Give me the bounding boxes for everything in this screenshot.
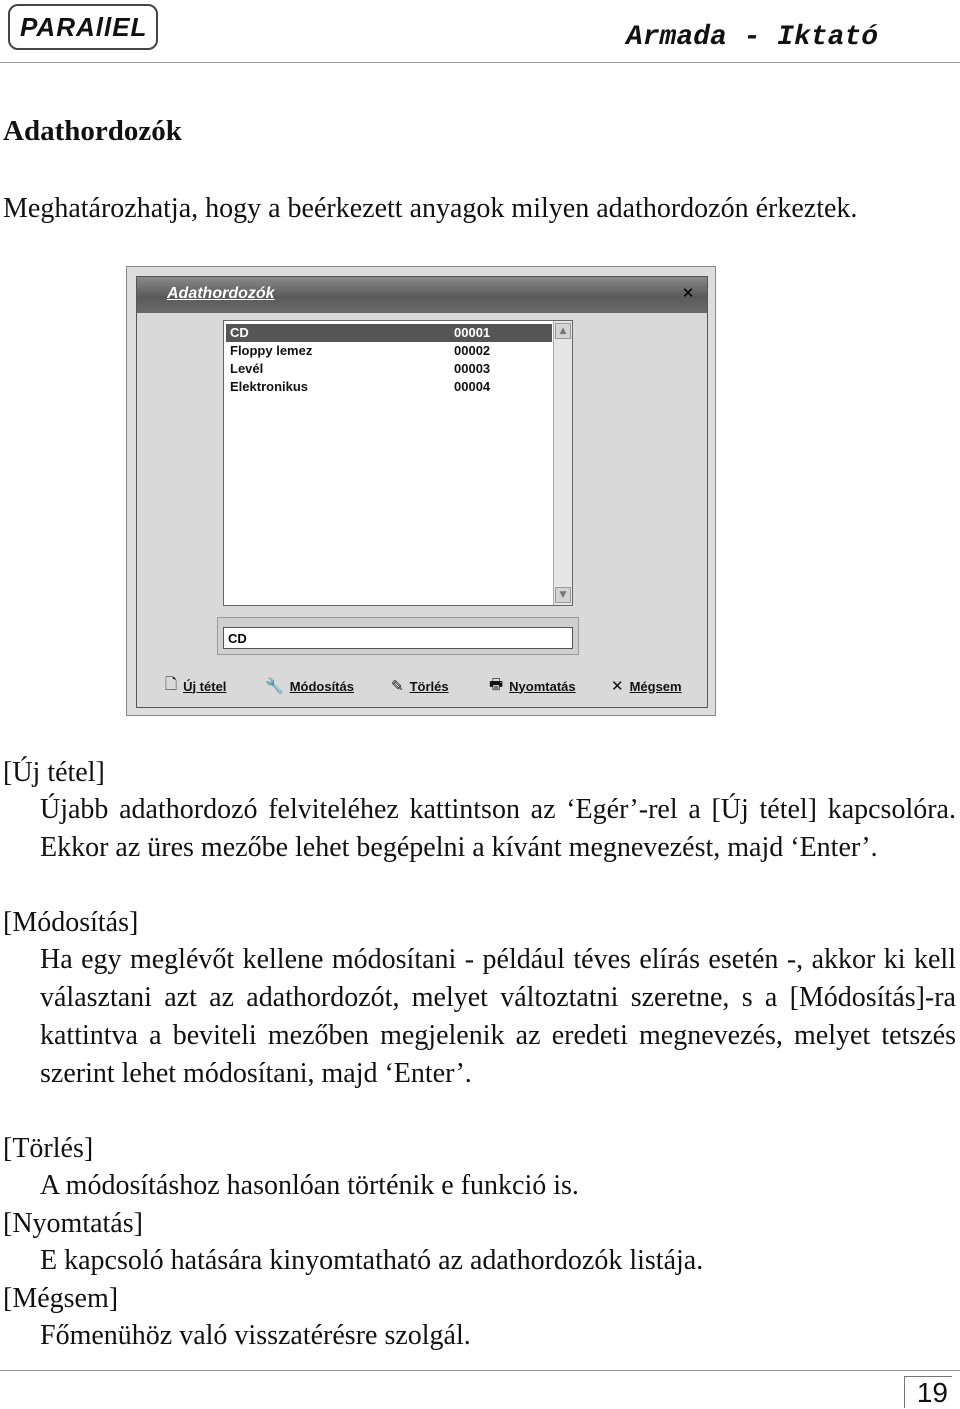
desc-delete: A módosításhoz hasonlóan történik e funkció is. <box>40 1170 579 1201</box>
dialog-titlebar <box>137 277 707 313</box>
heading-delete: [Törlés] <box>3 1133 94 1164</box>
scroll-down-icon[interactable]: ▼ <box>555 587 571 603</box>
delete-button[interactable] <box>391 675 449 697</box>
list-item-name: Floppy lemez <box>230 343 313 358</box>
dialog-toolbar <box>137 675 707 699</box>
desc-cancel: Főmenühöz való visszatérésre szolgál. <box>40 1320 471 1351</box>
header-divider <box>0 62 960 63</box>
print-button[interactable] <box>489 675 576 697</box>
logo-text: PARAllEL <box>20 12 148 42</box>
cancel-x-icon: ✕ <box>611 677 624 695</box>
list-item-name: Levél <box>230 361 264 376</box>
parallel-logo <box>8 4 158 50</box>
desc-new-item: Újabb adathordozó felviteléhez kattintson az ‘Egér’-rel a [Új tétel] kapcsolóra. Ekkor az üres mezőbe lehet begépelni a kívánt megnevezést, majd ‘Enter’. <box>40 794 956 863</box>
page-number: 19 <box>904 1376 952 1408</box>
scroll-up-icon[interactable]: ▲ <box>555 323 571 339</box>
erase-icon: ✎ <box>391 677 404 695</box>
wrench-icon: 🔧 <box>265 677 284 695</box>
list-item-name: CD <box>230 325 249 340</box>
modify-button[interactable] <box>265 675 354 697</box>
list-item[interactable] <box>226 360 552 378</box>
list-item-code: 00003 <box>454 361 491 376</box>
button-label: Módosítás <box>289 678 354 694</box>
button-label: Mégsem <box>629 678 682 694</box>
list-item-code: 00004 <box>454 379 491 394</box>
list-item-name: Elektronikus <box>230 379 309 394</box>
vertical-scrollbar[interactable] <box>553 321 572 605</box>
button-label: Nyomtatás <box>509 678 576 694</box>
new-document-icon: 🗋 <box>165 674 178 693</box>
heading-modify: [Módosítás] <box>3 907 139 938</box>
adathordozok-dialog <box>136 276 708 708</box>
list-item[interactable] <box>226 324 552 342</box>
printer-icon: 🖶 <box>489 674 504 693</box>
list-item-code: 00002 <box>454 343 491 358</box>
close-icon[interactable]: ✕ <box>681 284 695 302</box>
section-title: Adathordozók <box>3 115 182 147</box>
list-item-code: 00001 <box>454 325 491 340</box>
intro-paragraph: Meghatározhatja, hogy a beérkezett anyagok milyen adathordozón érkeztek. <box>3 193 858 224</box>
list-item[interactable] <box>226 342 552 360</box>
button-label: Törlés <box>409 678 449 694</box>
media-listbox[interactable] <box>223 320 573 606</box>
heading-print: [Nyomtatás] <box>3 1208 143 1239</box>
heading-new-item: [Új tétel] <box>3 757 105 788</box>
heading-cancel: [Mégsem] <box>3 1283 119 1314</box>
cancel-button[interactable] <box>611 675 682 697</box>
new-item-button[interactable] <box>165 675 226 697</box>
button-label: Új tétel <box>183 678 227 694</box>
footer-divider <box>0 1370 960 1371</box>
list-item[interactable] <box>226 378 552 396</box>
header-title: Armada - Iktató <box>625 22 878 53</box>
desc-print: E kapcsoló hatására kinyomtatható az adathordozók listája. <box>40 1245 704 1276</box>
name-input[interactable] <box>223 627 573 649</box>
dialog-title: Adathordozók <box>167 285 275 302</box>
desc-modify: Ha egy meglévőt kellene módosítani - például téves elírás esetén -, akkor ki kell választani azt az adathordozót, melyet változtatni szeretne, s a [Módosítás]-ra kattintva a beviteli mezőben megjelenik az eredeti megnevezés, melyet tetszés szerint lehet módosítani, majd ‘Enter’. <box>40 944 956 1089</box>
